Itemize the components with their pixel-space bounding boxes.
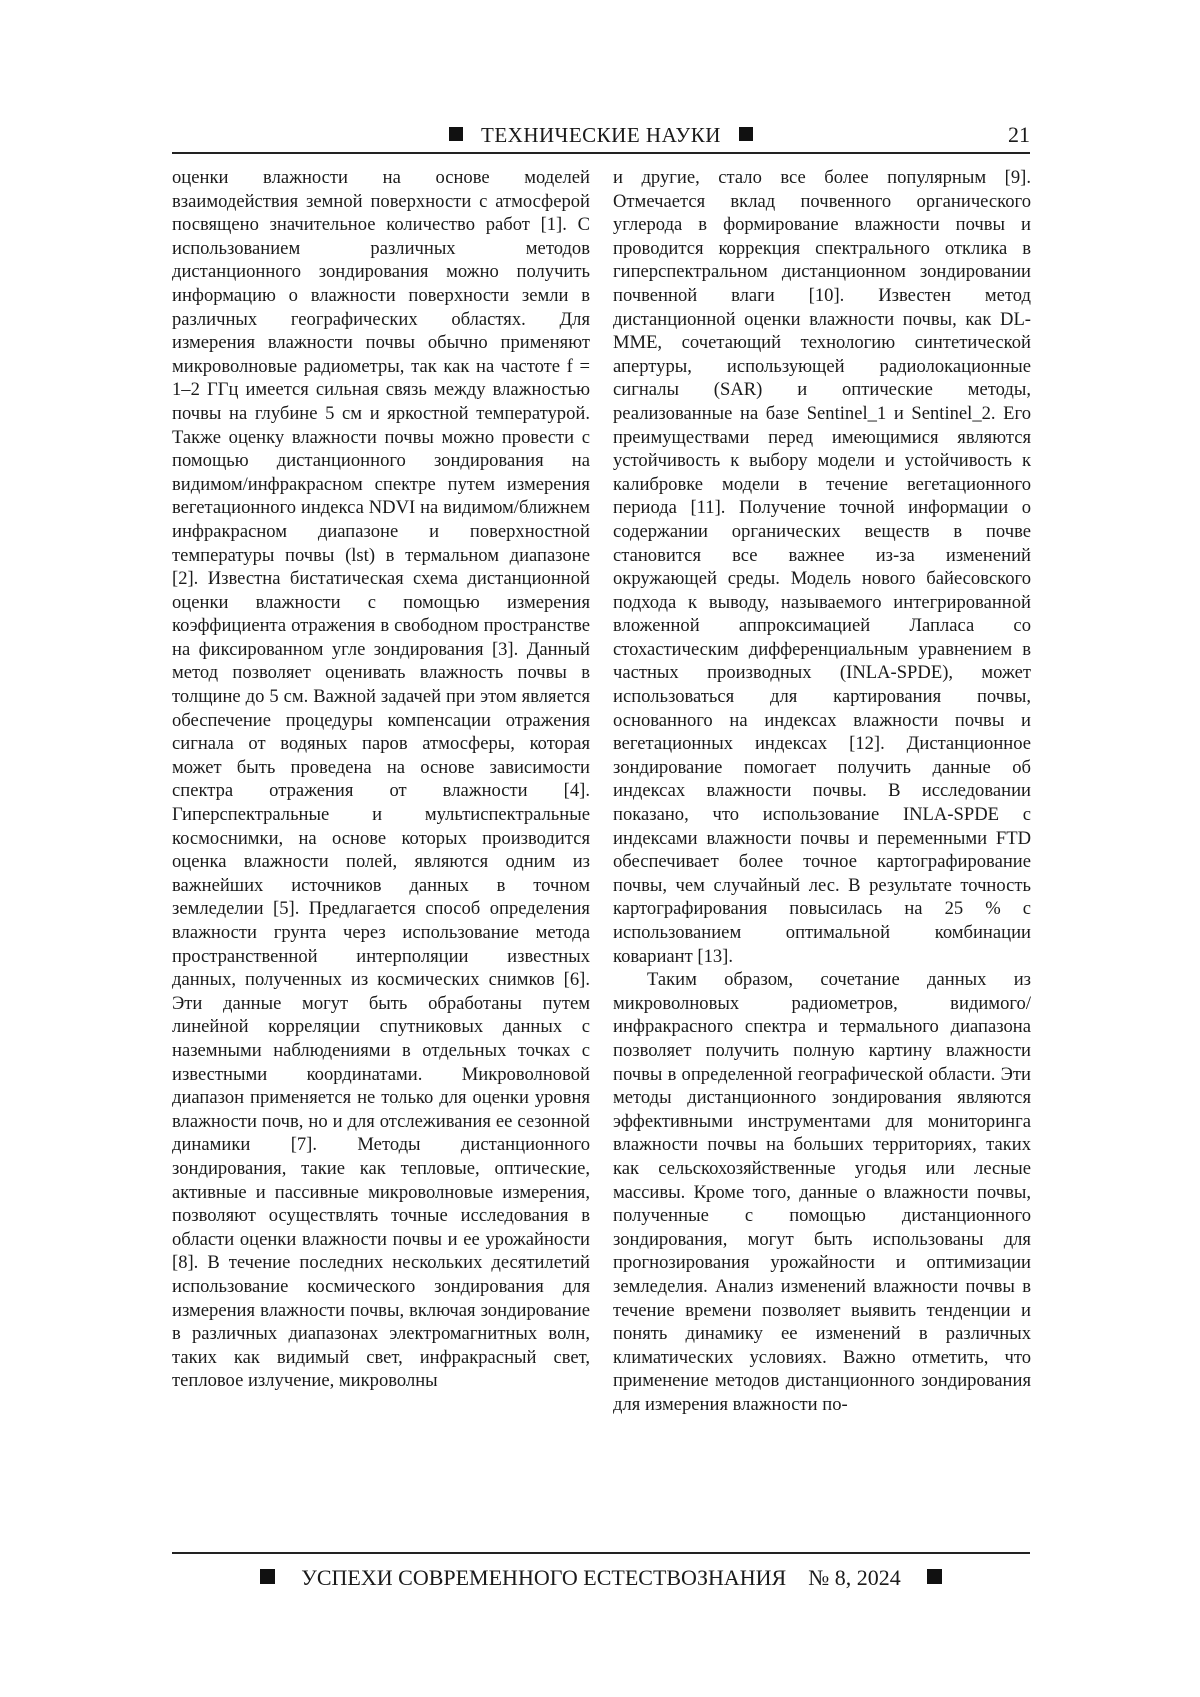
text-column-right bbox=[613, 166, 1031, 1416]
paragraph: оценки влажности на основе моделей взаимодействия земной поверхности с атмосферой посвящено значительное количество работ [1]. С использованием различных методов дистанционного зондирования можно получить информацию о влажности поверхности земли в различных географических областях. Для измерения влажности почвы обычно применяют микроволновые радиометры, так как на частоте f = 1–2 ГГц имеется сильная связь между влажностью почвы на глубине 5 см и яркостной температурой. Также оценку влажности почвы можно провести с помощью дистанционного зондирования на видимом/инфракрасном спектре путем измерения вегетационного индекса NDVI на видимом/ближнем инфракрасном диапазоне и поверхностной температуры почвы (lst) в термальном диапазоне [2]. Известна бистатическая схема дистанционной оценки влажности с помощью измерения коэффициента отражения в свободном пространстве на фиксированном угле зондирования [3]. Данный метод позволяет оценивать влажность почвы в толщине до 5 см. Важной задачей при этом является обеспечение процедуры компенсации отражения сигнала от водяных паров атмосферы, которая может быть проведена на основе зависимости спектра отражения от влажности [4]. Гиперспектральные и мультиспектральные космоснимки, на основе которых производится оценка влажности полей, являются одним из важнейших источников данных в точном земледелии [5]. Предлагается способ определения влажности грунта через использование метода пространственной интерполяции известных данных, полученных из космических снимков [6]. Эти данные могут быть обработаны путем линейной корреляции спутниковых данных с наземными наблюдениями в отдельных точках с известными координатами. Микроволновой диапазон применяется не только для оценки уровня влажности почв, но и для отслеживания ее сезонной динамики [7]. Методы дистанционного зондирования, такие как тепловые, оптические, активные и пассивные микроволновые измерения, позволяют осуществлять точные исследования в области оценки влажности почвы и ее урожайности [8]. В течение последних нескольких десятилетий использование космического зондирования для измерения влажности почвы, включая зондирование в различных диапазонах электромагнитных волн, таких как видимый свет, инфракрасный свет, тепловое излучение, микроволны bbox=[172, 167, 590, 1392]
footer-divider bbox=[172, 1552, 1030, 1554]
text-column-left bbox=[172, 166, 590, 1393]
black-square-icon bbox=[260, 1569, 275, 1584]
header-center bbox=[172, 120, 1030, 150]
header-divider bbox=[172, 152, 1030, 154]
page-number: 21 bbox=[1008, 122, 1030, 147]
black-square-icon bbox=[927, 1569, 942, 1584]
black-square-icon bbox=[449, 127, 463, 141]
paragraph: Таким образом, сочетание данных из микроволновых радиометров, видимого/инфракрасного спектра и термального диапазона позволяет получить полную картину влажности почвы в определенной географической области. Эти методы дистанционного зондирования являются эффективными инструментами для мониторинга влажности почвы на больших территориях, таких как сельскохозяйственные угодья или лесные массивы. Кроме того, данные о влажности почвы, полученные с помощью дистанционного зондирования, могут быть использованы для прогнозирования урожайности и оптимизации земледелия. Анализ изменений влажности почвы в течение времени позволяет выявить тенденции и понять динамику ее изменений в различных климатических условиях. Важно отметить, что применение методов дистанционного зондирования для измерения влажности по- bbox=[613, 969, 1031, 1415]
running-header bbox=[172, 120, 1030, 150]
running-footer bbox=[172, 1562, 1030, 1594]
paragraph: и другие, стало все более популярным [9]. Отмечается вклад почвенного органического углерода в формирование влажности почвы и проводится коррекция спектрального отклика в гиперспектральном дистанционном зондировании почвенной влаги [10]. Известен метод дистанционной оценки влажности почвы, как DL-MME, сочетающий технологию синтетической апертуры, использующей радиолокационные сигналы (SAR) и оптические методы, реализованные на базе Sentinel_1 и Sentinel_2. Его преимуществами перед имеющимися являются устойчивость к выбору модели и устойчивость к калибровке модели в течение вегетационного периода [11]. Получение точной информации о содержании органических веществ в почве становится все важнее из-за изменений окружающей среды. Модель нового байесовского подхода к выводу, называемого интегрированной вложенной аппроксимацией Лапласа со стохастическим дифференциальным уравнением в частных производных (INLA-SPDE), может использоваться для картирования почвы, основанного на индексах влажности почвы и вегетационных индексах [12]. Дистанционное зондирование помогает получить данные об индексах влажности почвы. В исследовании показано, что использование INLA-SPDE с индексами влажности почвы и переменными FTD обеспечивает более точное картографирование почвы, чем случайный лес. В результате точность картографирования повысилась на 25 % с использованием оптимальной комбинации ковариант [13]. bbox=[613, 167, 1031, 967]
section-title: ТЕХНИЧЕСКИЕ НАУКИ bbox=[481, 123, 721, 147]
black-square-icon bbox=[739, 127, 753, 141]
issue-number: № 8, 2024 bbox=[808, 1565, 901, 1590]
journal-title: УСПЕХИ СОВРЕМЕННОГО ЕСТЕСТВОЗНАНИЯ bbox=[301, 1565, 787, 1590]
